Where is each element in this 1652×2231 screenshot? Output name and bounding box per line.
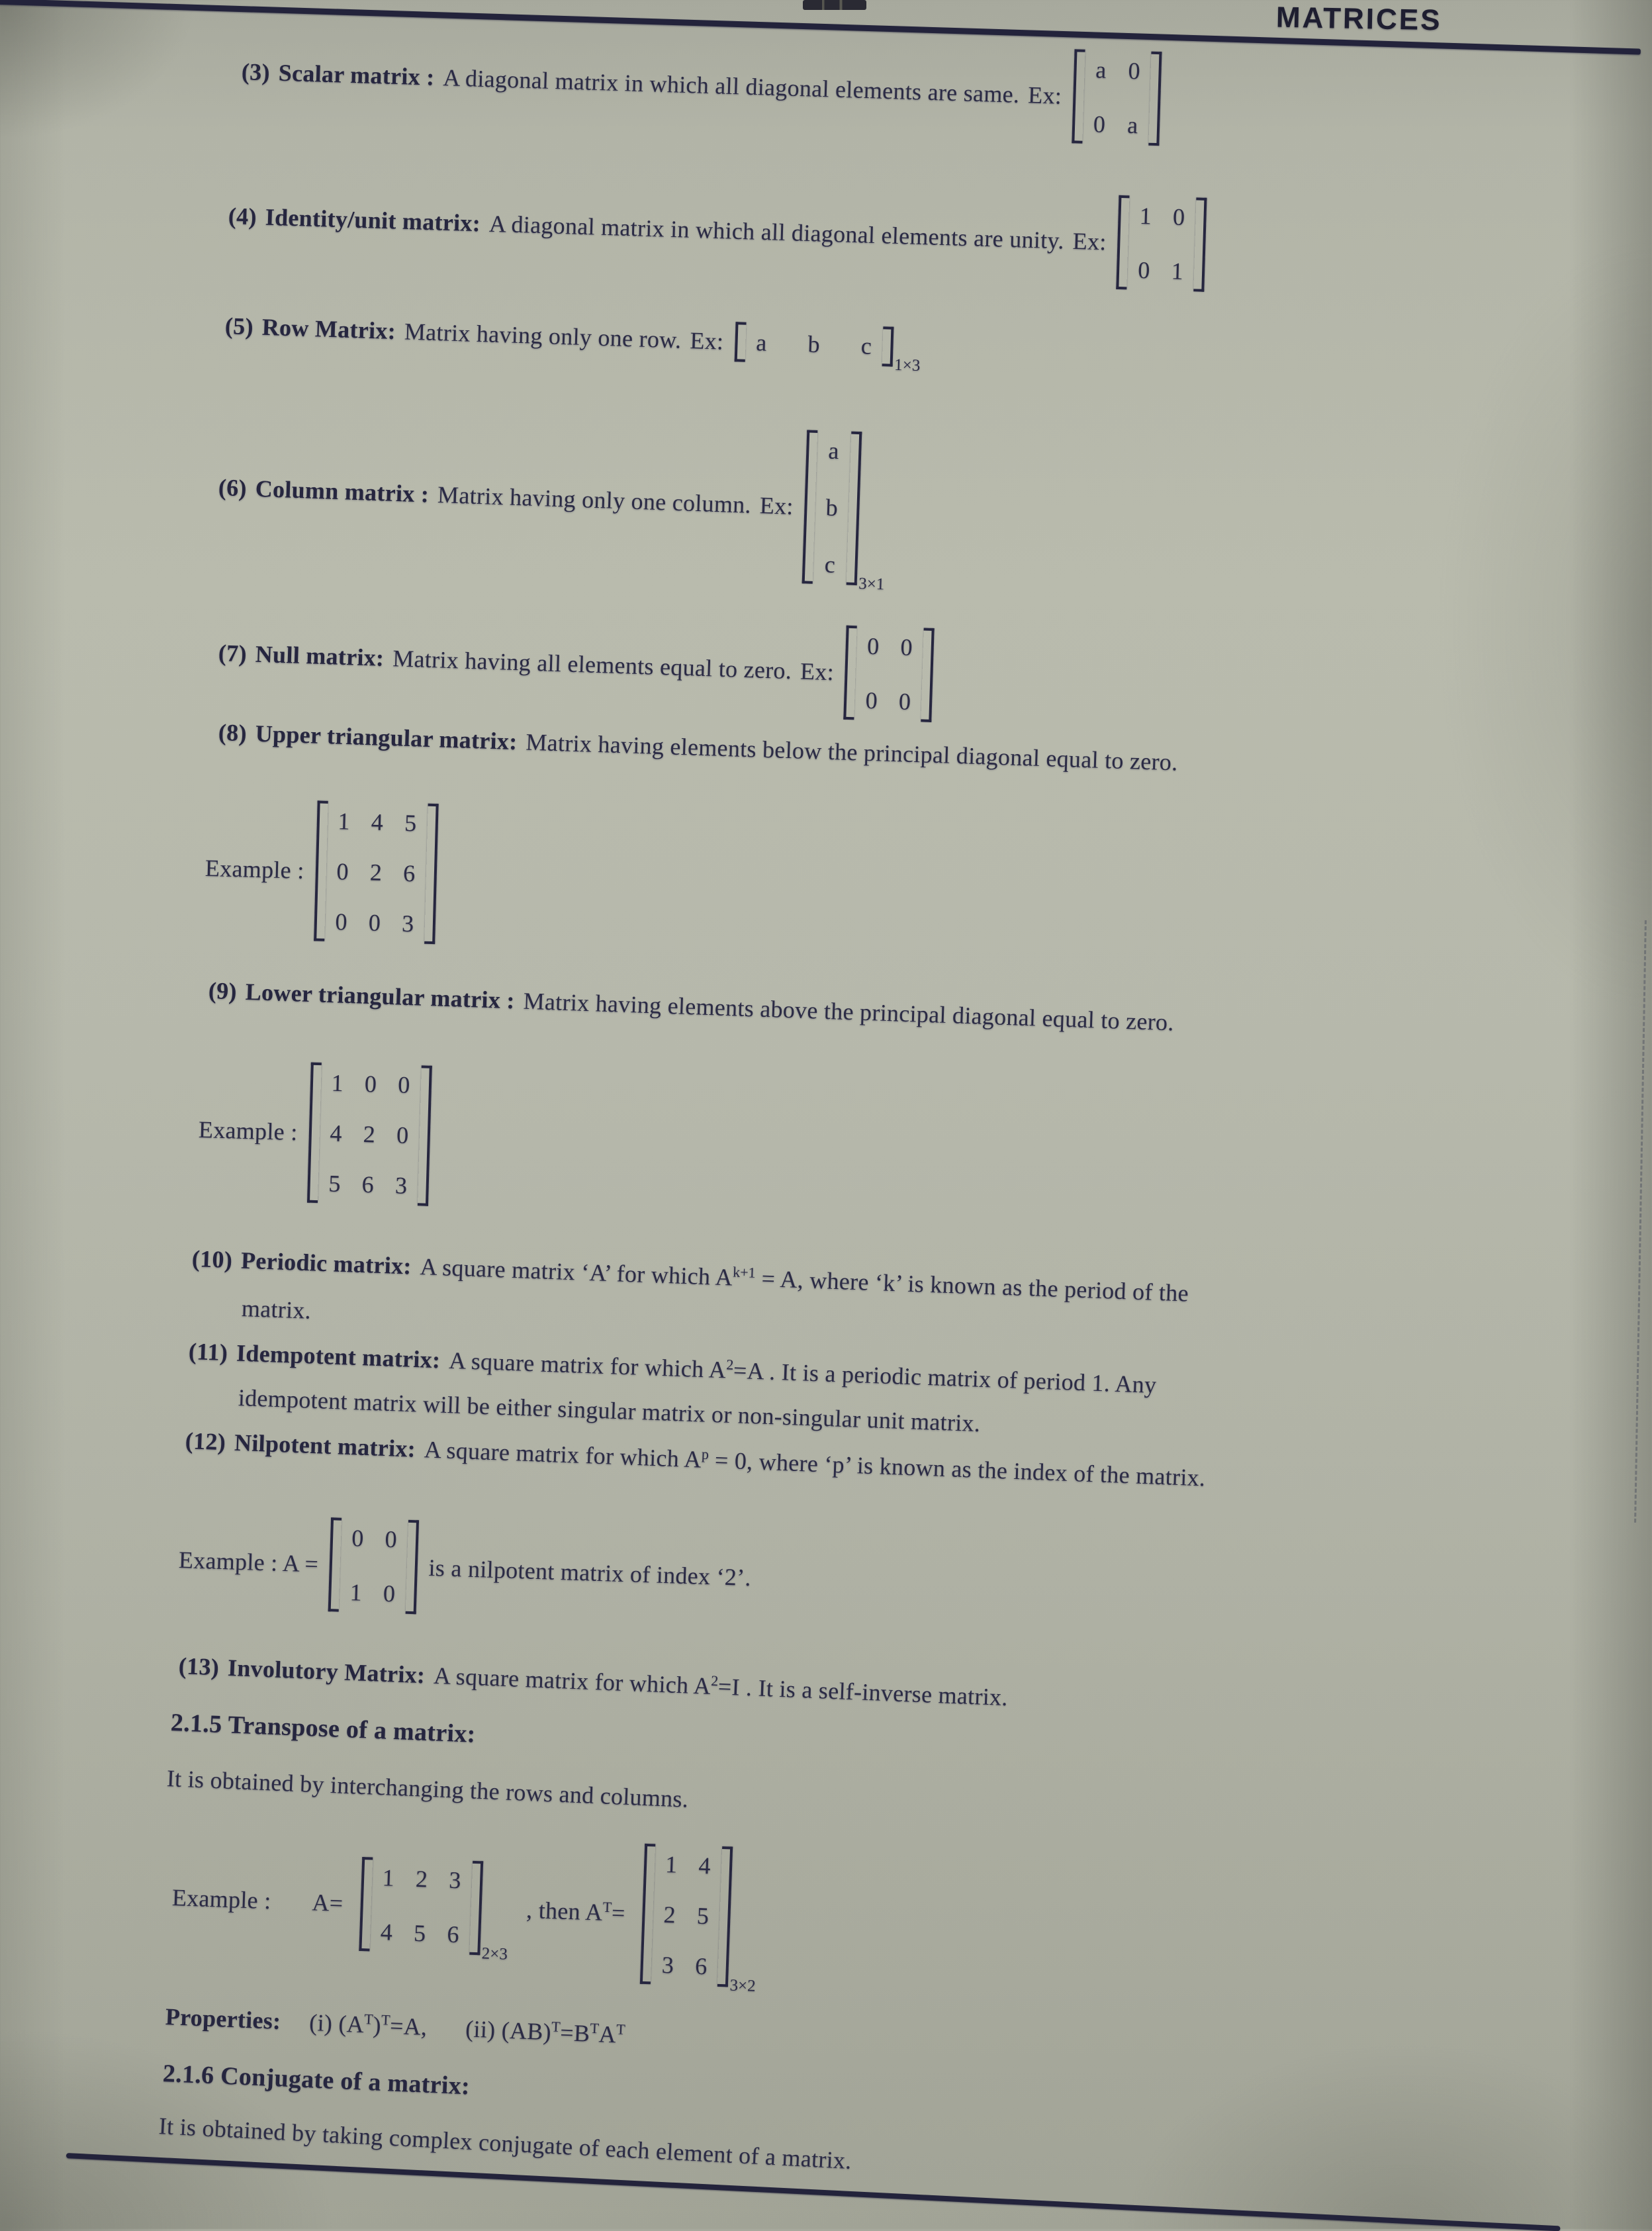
item-title: Idempotent matrix: [236, 1339, 441, 1374]
superscript: T [616, 2020, 626, 2038]
transpose-properties-line [165, 2003, 625, 2049]
example-label: Example : A = [178, 1546, 319, 1578]
item-number: (7) [218, 640, 248, 667]
item-number: (8) [218, 719, 248, 747]
bleed-through-artifact [1634, 920, 1647, 1523]
lower-triangular-matrix-example: 1 0 0 4 2 0 5 6 3 [307, 1063, 432, 1206]
section-215-description: It is obtained by interchanging the rows and columns. [166, 1765, 689, 1813]
item-body: Matrix having elements below the principal diagonal equal to zero. [525, 728, 1179, 776]
item-body: A square matrix ‘A’ for which $A^{k+1} = A$, where ‘k’ is known as the period of the [419, 1253, 1189, 1307]
item-body: A diagonal matrix in which all diagonal elements are same. [442, 64, 1020, 108]
right-bracket [1149, 52, 1162, 146]
example-label: Ex: [759, 492, 794, 520]
matrix-a: 1 2 3 4 5 6 2×3 [359, 1857, 511, 1956]
item-number: (9) [208, 977, 238, 1005]
superscript: 2 [710, 1672, 719, 1689]
item-title: Upper triangular matrix: [255, 720, 518, 755]
right-bracket [882, 326, 894, 366]
example-label: Ex: [1027, 81, 1062, 109]
matrix-dimension: 3×1 [858, 575, 885, 594]
item-9-example-line [197, 1059, 434, 1206]
item-number: (6) [218, 474, 248, 502]
scalar-matrix-example: a 0 0 a [1072, 49, 1162, 146]
item-title: Identity/unit matrix: [265, 203, 481, 237]
property-2: (ii) $(AB)^T=B^TA^T$ [465, 2015, 626, 2048]
matrix-dimension: 2×3 [481, 1944, 508, 1964]
item-number: (4) [228, 203, 257, 230]
superscript: k+1 [732, 1263, 757, 1281]
item-body: A square matrix for which $A^2=A$ . It is a periodic matrix of period 1. Any [448, 1347, 1158, 1399]
item-title: Column matrix : [255, 475, 430, 508]
item-body-continued: matrix. [241, 1295, 312, 1324]
item-5-line [224, 306, 924, 375]
left-bracket [844, 626, 857, 720]
left-bracket [328, 1517, 342, 1611]
page-header-title: MATRICES [1275, 1, 1442, 37]
item-title: Periodic matrix: [240, 1247, 412, 1280]
example-label: Ex: [689, 327, 724, 355]
right-bracket [424, 804, 439, 944]
item-title: Lower triangular matrix : [245, 978, 516, 1014]
nilpotent-matrix-example: 0 0 1 0 [328, 1517, 419, 1614]
right-bracket [1193, 197, 1207, 291]
example-label: Example : [171, 1884, 272, 1915]
item-7-line [217, 606, 937, 722]
item-title: Nilpotent matrix: [234, 1429, 416, 1462]
item-number: (10) [191, 1245, 233, 1274]
item-10-line-1 [191, 1245, 1189, 1307]
item-title: Null matrix: [255, 640, 385, 671]
item-number: (11) [188, 1338, 228, 1366]
identity-matrix-example: 1 0 0 1 [1117, 195, 1207, 292]
example-label: Example : [205, 855, 305, 884]
left-bracket [734, 322, 746, 361]
item-title: Involutory Matrix: [227, 1654, 426, 1689]
item-body: A square matrix for which $A^2=I$ . It is a self-inverse matrix. [433, 1662, 1009, 1711]
section-216-description: It is obtained by taking complex conjugate of each element of a matrix. [158, 2112, 852, 2174]
right-bracket [469, 1861, 483, 1955]
transpose-example-line [169, 1827, 763, 1995]
superscript: T [363, 2011, 374, 2028]
item-number: (12) [185, 1427, 226, 1456]
page-top-stamp [803, 0, 866, 10]
example-label: Ex: [800, 657, 835, 686]
item-13-line [178, 1652, 1008, 1711]
right-bracket [418, 1065, 432, 1206]
item-body: Matrix having elements above the principal diagonal equal to zero. [523, 987, 1175, 1036]
superscript: T [602, 1898, 612, 1916]
transpose-mid-text: , then $A^T=$ [526, 1896, 626, 1926]
example-label: Example : [198, 1116, 298, 1146]
item-4-line [227, 169, 1209, 292]
section-216-heading: 2.1.6 Conjugate of a matrix: [162, 2060, 471, 2101]
item-title: Row Matrix: [261, 313, 396, 345]
upper-triangular-matrix-example: 1 4 5 0 2 6 0 0 3 [314, 800, 438, 944]
column-matrix-example: a b c 3×1 [802, 430, 890, 586]
section-215-heading: 2.1.5 Transpose of a matrix: [170, 1709, 477, 1748]
item-body: A diagonal matrix in which all diagonal elements are unity. [488, 210, 1065, 254]
matrix-dimension: 1×3 [894, 356, 921, 375]
matrix-dimension: 3×2 [729, 1976, 757, 1995]
superscript: 2 [725, 1356, 734, 1373]
item-9-line [208, 976, 1174, 1036]
superscript: T [551, 2018, 561, 2035]
property-1: (i) $(A^T)^T=A$, [308, 2009, 428, 2040]
item-6-line [216, 410, 892, 594]
row-matrix-example: a b c 1×3 [734, 322, 921, 367]
item-11-line-2 [238, 1384, 981, 1437]
left-bracket [1072, 49, 1085, 143]
item-body: A square matrix for which $A^p = 0$, where ‘p’ is known as the index of the matrix. [424, 1436, 1207, 1492]
item-12-example-line [177, 1513, 753, 1625]
superscript: T [590, 2019, 600, 2037]
item-10-line-2 [241, 1294, 311, 1325]
properties-label: Properties: [165, 2003, 282, 2034]
null-matrix-example: 0 0 0 0 [844, 626, 935, 722]
example-label: Ex: [1072, 227, 1107, 256]
item-body: Matrix having all elements equal to zero. [392, 645, 792, 685]
right-bracket [405, 1520, 418, 1614]
item-3-line [240, 24, 1165, 146]
example-tail: is a nilpotent matrix of index ‘2’. [428, 1554, 752, 1591]
item-8-example-line [203, 798, 441, 944]
left-bracket [1117, 195, 1130, 289]
item-body-continued: idempotent matrix will be either singular matrix or non-singular unit matrix. [238, 1384, 981, 1437]
item-number: (5) [224, 312, 254, 340]
item-number: (3) [241, 58, 271, 86]
right-bracket [921, 628, 934, 722]
matrix-a-label: A= [311, 1889, 344, 1917]
item-title: Scalar matrix : [278, 59, 436, 91]
item-number: (13) [178, 1652, 220, 1681]
superscript: T [381, 2011, 391, 2028]
matrix-a-transpose: 1 4 2 5 3 6 3×2 [640, 1844, 760, 1988]
item-body: Matrix having only one column. [437, 481, 752, 518]
superscript: p [701, 1445, 710, 1462]
item-8-line [218, 718, 1178, 777]
item-body: Matrix having only one row. [404, 318, 682, 354]
item-12-line [185, 1427, 1206, 1492]
